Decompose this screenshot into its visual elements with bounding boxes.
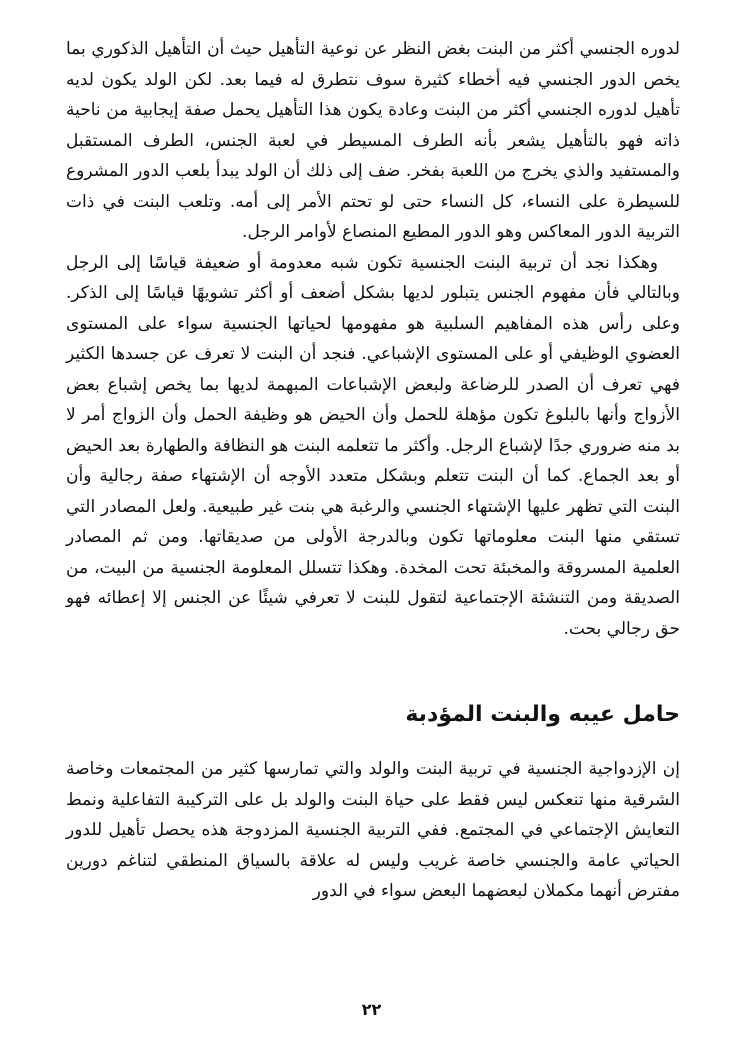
page-body — [66, 34, 680, 907]
section-heading: حامل عيبه والبنت المؤدبة — [405, 702, 680, 727]
paragraph-3: إن الإزدواجية الجنسية في تربية البنت والولد والتي تمارسها كثير من المجتمعات وخاصة الشرقية منها تنعكس ليس فقط على حياة البنت والولد بل على التركيبة التفاعلية ونمط التعايش الإجتماعي في المجتمع. ففي التربية الجنسية المزدوجة هذه يحصل تأهيل للدور الحياتي عامة والجنسي خاصة غريب وليس له علاقة بالسياق المنطقي لتناغم دورين مفترض أنهما مكملان لبعضهما البعض سواء في الدور — [66, 759, 681, 901]
paragraph-1: لدوره الجنسي أكثر من البنت بغض النظر عن نوعية التأهيل حيث أن التأهيل الذكوري بما يخص الدور الجنسي فيه أخطاء كثيرة سوف نتطرق له فيما بعد. لكن الولد يكون لديه تأهيل لدوره الجنسي أكثر من البنت وعادة يكون هذا التأهيل يحمل صفة إيجابية من ناحية ذاته فهو بالتأهيل يشعر بأنه الطرف المسيطر في لعبة الجنس، الطرف المستقبل والمستفيد والذي يخرج من اللعبة بفخر. ضف إلى ذلك أن الولد يبدأ بلعب الدور المشروع للسيطرة على النساء، كل النساء حتى لو تحتم الأمر إلى أمه. وتلعب البنت في ذات التربية الدور المعاكس وهو الدور المطيع المنصاع لأوامر الرجل. — [66, 39, 680, 242]
page-number: ٢٢ — [361, 1000, 382, 1019]
paragraph-2: وهكذا نجد أن تربية البنت الجنسية تكون شبه معدومة أو ضعيفة قياسًا إلى الرجل وبالتالي فأن مفهوم الجنس يتبلور لديها بشكل أضعف أو أكثر تشويهًا قياسًا إلى الذكر. وعلى رأس هذه المفاهيم السلبية هو مفهومها لحياتها الجنسية سواء على المستوى العضوي الوظيفي أو على المستوى الإشباعي. فنجد أن البنت لا تعرف عن جسدها الكثير فهي تعرف أن الصدر للرضاعة ولبعض الإشباعات المبهمة لديها بما يخص إشباع بعض الأزواج وأنها بالبلوغ تكون مؤهلة للحمل وأن الحيض هو وظيفة الحمل وأن الزواج أمر لا بد منه ضروري جدًا لإشباع الرجل. وأكثر ما تتعلمه البنت هو النظافة والطهارة بعد الحيض أو بعد الجماع. كما أن البنت تتعلم وبشكل متعدد الأوجه أن الإشتهاء صفة رجالية وأن البنت التي تظهر عليها الإشتهاء الجنسي والرغبة هي بنت غير طبيعية. ولعل المصادر التي تستقي منها البنت معلوماتها تكون وبالدرجة الأولى من صديقاتها. ومن ثم المصادر العلمية المسروقة والمخبئة تحت المخدة. وهكذا تتسلل المعلومة الجنسية من البيت، من الصديقة ومن التنشئة الإجتماعية لتقول للبنت لا تعرفي شيئًا عن الجنس إلا إعطائه فهو حق رجالي بحت. — [66, 252, 680, 639]
